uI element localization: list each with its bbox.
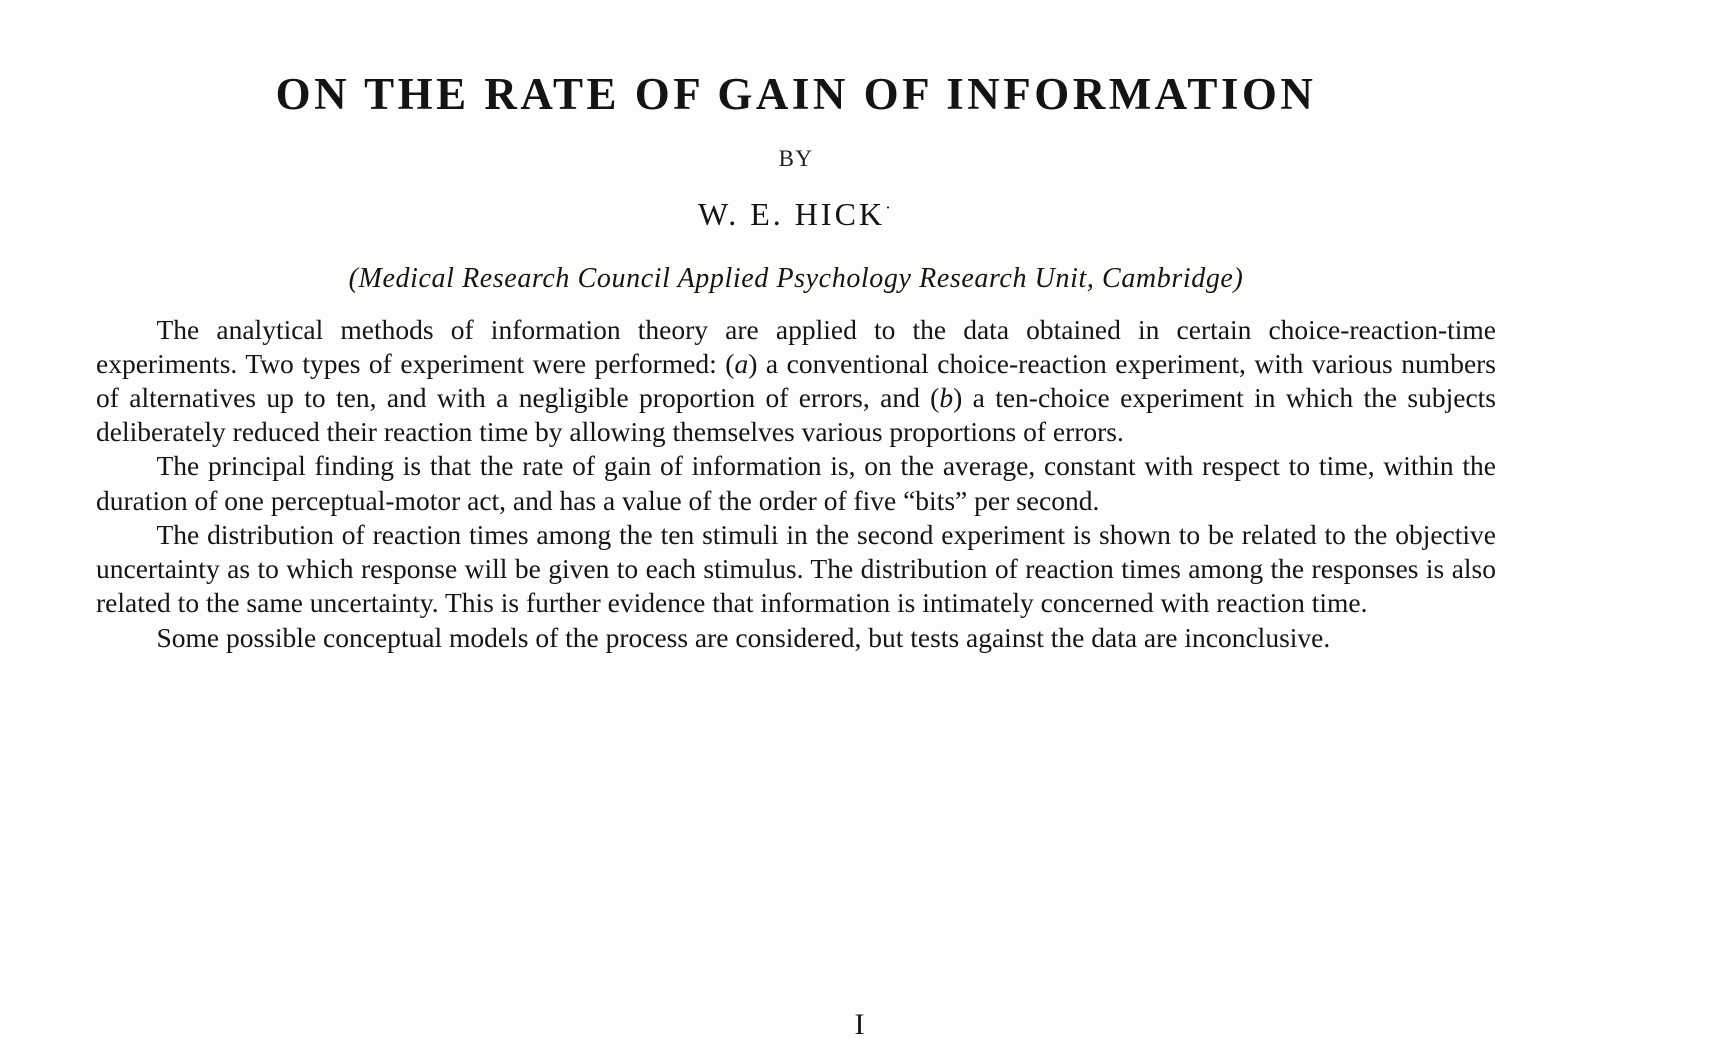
affiliation: (Medical Research Council Applied Psychology Research Unit, Cambridge) bbox=[348, 262, 1244, 294]
author-line bbox=[96, 196, 1496, 233]
author-trailing-mark: · bbox=[885, 196, 895, 217]
abstract-paragraph: The analytical methods of information theory are applied to the data obtained in certain choice-reaction-time experiments. Two types of experiment were performed: (a) a conventional choice-reaction experiment, with various numbers of alternatives up to ten, and with a negligible proportion of errors, and (b) a ten-choice experiment in which the subjects deliberately reduced their reaction time by allowing themselves various proportions of errors. bbox=[96, 313, 1497, 448]
page-content bbox=[96, 70, 1496, 655]
abstract bbox=[96, 313, 1496, 655]
page-title: ON THE RATE OF GAIN OF INFORMATION bbox=[275, 69, 1317, 119]
abstract-paragraph: The distribution of reaction times among the ten stimuli in the second experiment is shown to be related to the objective uncertainty as to which response will be given to each stimulus. The distribution of reaction times among the responses is also related to the same uncertainty. This is further evidence that information is intimately concerned with reaction time. bbox=[96, 518, 1496, 619]
by-label: BY bbox=[778, 145, 814, 171]
author-name: W. E. HICK bbox=[697, 195, 886, 232]
abstract-paragraph: The principal finding is that the rate of gain of information is, on the average, constant with respect to time, within the duration of one perceptual-motor act, and has a value of the order of five “bits” per second. bbox=[96, 450, 1496, 516]
page-number: I bbox=[854, 1008, 866, 1041]
abstract-paragraph: Some possible conceptual models of the process are considered, but tests against the data are inconclusive. bbox=[156, 621, 1331, 653]
